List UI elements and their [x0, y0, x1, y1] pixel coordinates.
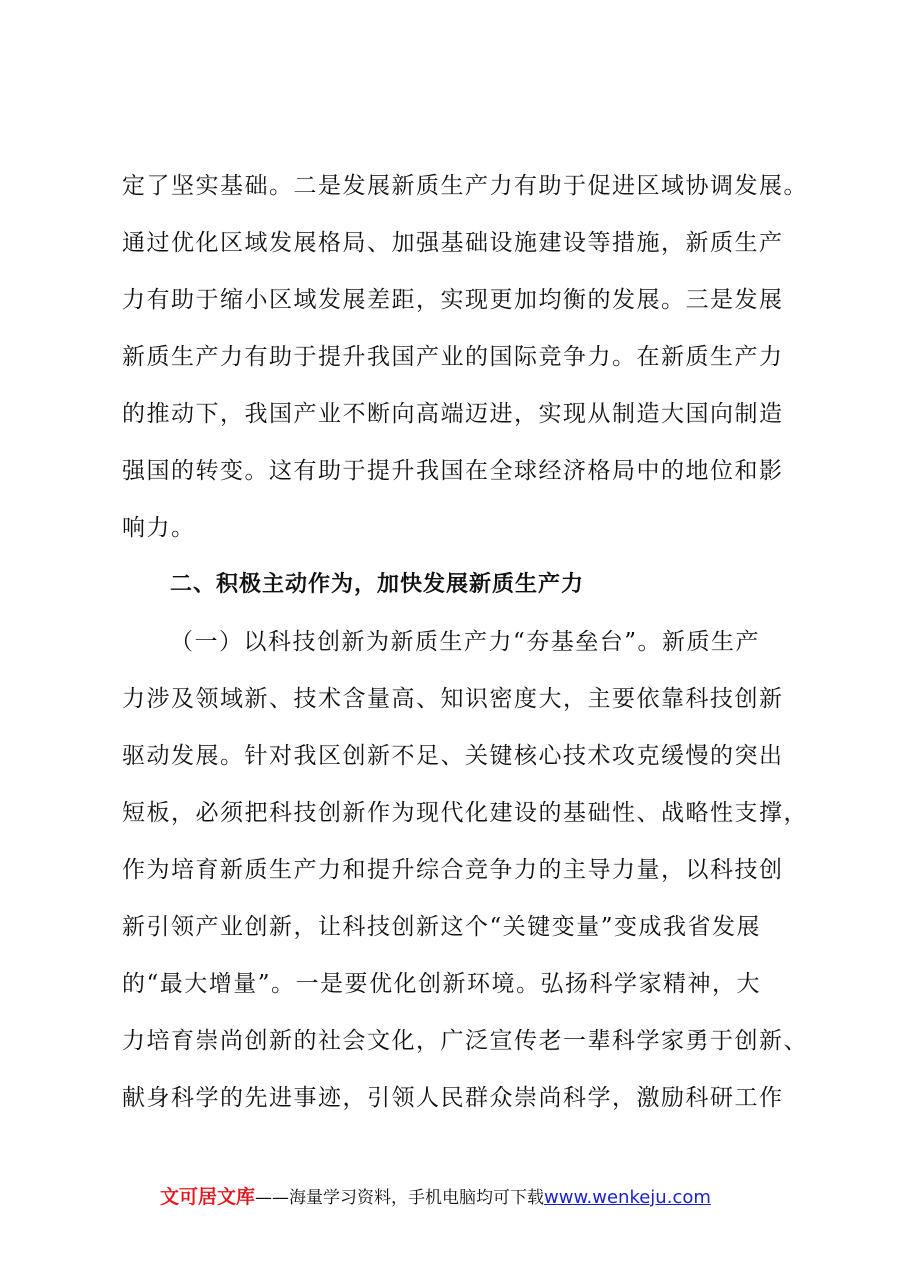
body-text-line: 通过优化区域发展格局、加强基础设施建设等措施，新质生产 — [122, 230, 784, 256]
footer-brand: 文可居文库 — [160, 1186, 256, 1208]
body-text-line: （一）以科技创新为新质生产力“夯基垒台”。新质生产 — [170, 629, 761, 655]
body-text-line: 力有助于缩小区域发展差距，实现更加均衡的发展。三是发展 — [122, 287, 784, 313]
footer-website-link[interactable]: www.wenkeju.com — [544, 1187, 711, 1208]
body-text-line: 的“最大增量”。一是要优化创新环境。弘扬科学家精神，大 — [122, 971, 762, 997]
body-text-line: 力涉及领域新、技术含量高、知识密度大，主要依靠科技创新 — [122, 686, 784, 712]
body-text-line: 驱动发展。针对我区创新不足、关键核心技术攻克缓慢的突出 — [122, 743, 784, 769]
body-text-line: 新引领产业创新，让科技创新这个“关键变量”变成我省发展 — [122, 914, 762, 940]
body-text-line: 作为培育新质生产力和提升综合竞争力的主导力量，以科技创 — [122, 857, 784, 883]
footer-tagline: ——海量学习资料，手机电脑均可下载 — [255, 1188, 545, 1208]
body-text-line: 响力。 — [122, 515, 196, 541]
footer-banner — [160, 1184, 780, 1210]
body-text-line: 定了坚实基础。二是发展新质生产力有助于促进区域协调发展。 — [122, 173, 808, 199]
body-text-line: 献身科学的先进事迹，引领人民群众崇尚科学，激励科研工作 — [122, 1085, 784, 1111]
body-text-line: 短板，必须把科技创新作为现代化建设的基础性、战略性支撑， — [122, 800, 808, 826]
body-text-line: 新质生产力有助于提升我国产业的国际竞争力。在新质生产力 — [122, 344, 784, 370]
body-text-line: 强国的转变。这有助于提升我国在全球经济格局中的地位和影 — [122, 458, 784, 484]
body-text-line: 的推动下，我国产业不断向高端迈进，实现从制造大国向制造 — [122, 401, 784, 427]
section-heading: 二、积极主动作为，加快发展新质生产力 — [170, 572, 585, 597]
body-text-line: 力培育崇尚创新的社会文化，广泛宣传老一辈科学家勇于创新、 — [122, 1028, 808, 1054]
